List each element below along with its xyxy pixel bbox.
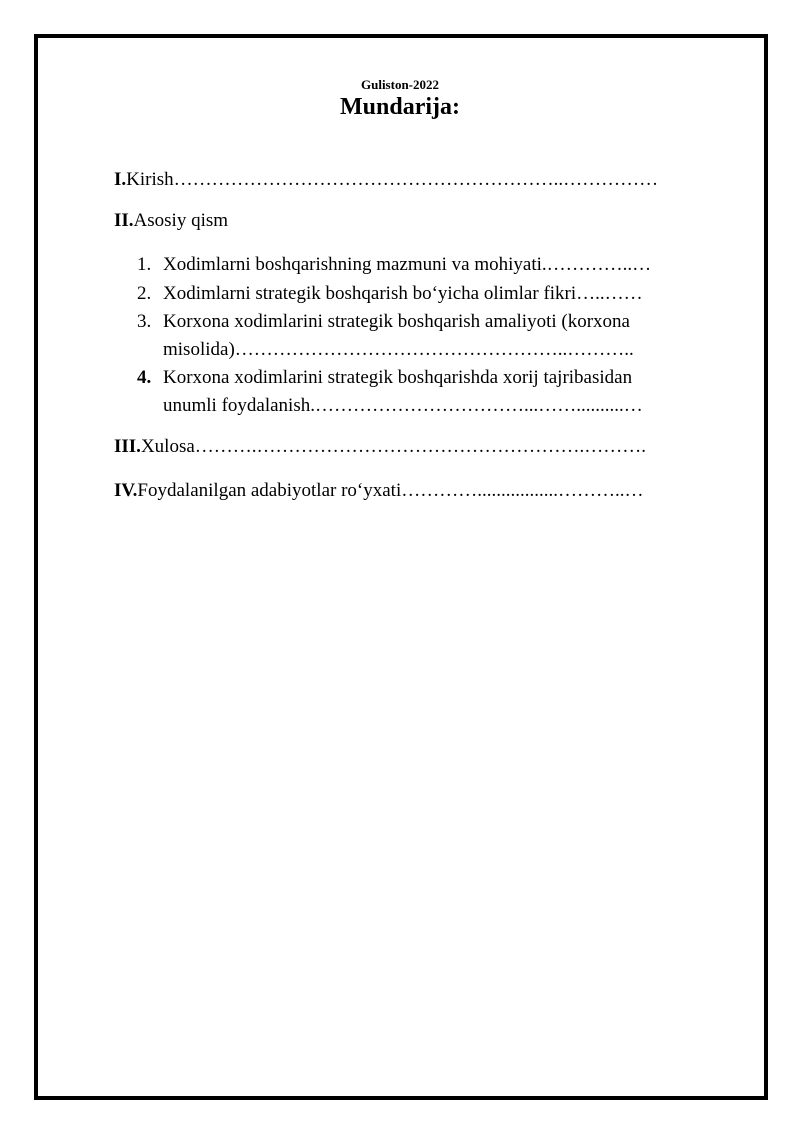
toc-entry-number: II.	[114, 210, 134, 231]
page-title: Mundarija:	[340, 94, 460, 120]
subitem-number: 1.	[137, 254, 152, 275]
toc-entry-kirish	[114, 168, 658, 192]
document-header: Guliston-2022	[360, 77, 439, 92]
toc-entry-text: Xulosa……….…………………………………………….……….	[140, 436, 647, 457]
subitem-number: 2.	[137, 283, 152, 304]
toc-entry-number: I.	[114, 169, 127, 190]
subitem-text-continued: unumli foydalanish.……………………………...……..........…	[163, 395, 643, 416]
toc-subitem-3	[137, 308, 737, 364]
toc-entry-text: Asosiy qism	[133, 210, 229, 231]
toc-entry-adabiyotlar	[114, 479, 643, 503]
toc-entry-xulosa	[114, 435, 646, 459]
page-border	[34, 34, 768, 1100]
subitem-text-continued: misolida)……………………………………………..………..	[163, 339, 634, 360]
toc-subitem-4	[137, 364, 737, 420]
toc-entry-asosiy	[114, 209, 228, 233]
toc-subitem-2	[137, 280, 737, 308]
subitem-number: 4.	[137, 367, 152, 388]
subitem-text: Korxona xodimlarini strategik boshqarishda xorij tajribasidan	[163, 367, 633, 388]
toc-entry-number: IV.	[114, 480, 138, 501]
subitem-number: 3.	[137, 311, 152, 332]
subitem-text: Xodimlarni boshqarishning mazmuni va mohiyati.…………..…	[163, 254, 652, 275]
subitem-text: Korxona xodimlarini strategik boshqarish amaliyoti (korxona	[163, 311, 630, 332]
toc-entry-number: III.	[114, 436, 141, 457]
toc-entry-text: Kirish……………………………………………………..……………	[126, 169, 659, 190]
subitem-text: Xodimlarni strategik boshqarish bo‘yicha olimlar fikri…..……	[163, 283, 643, 304]
toc-entry-text: Foydalanilgan adabiyotlar ro‘yxati………….................………..…	[137, 480, 644, 501]
toc-subitem-1	[137, 251, 737, 279]
